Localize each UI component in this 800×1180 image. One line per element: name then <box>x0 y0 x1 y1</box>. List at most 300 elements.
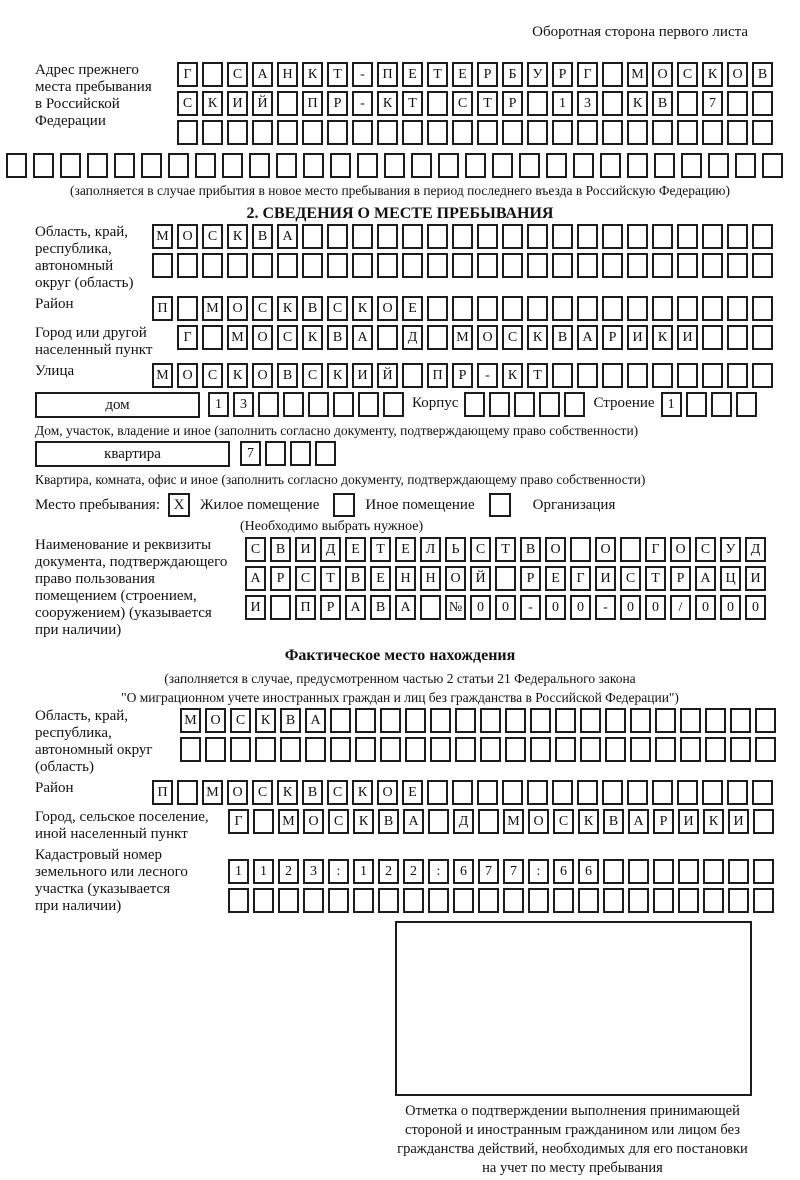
char-cell <box>552 780 573 805</box>
char-cell: А <box>695 566 716 591</box>
char-cell <box>753 859 774 884</box>
char-cell <box>577 120 598 145</box>
stamp-caption <box>345 1102 800 1178</box>
char-cell <box>702 780 723 805</box>
char-cell: Г <box>577 62 598 87</box>
char-cell <box>602 780 623 805</box>
char-cell <box>427 780 448 805</box>
char-cell <box>577 780 598 805</box>
char-cell: И <box>677 325 698 350</box>
char-cell <box>678 859 699 884</box>
char-cell <box>427 253 448 278</box>
label-line: Отметка о подтверждении выполнения принимающей <box>405 1103 740 1119</box>
korpus-row <box>464 392 585 417</box>
char-cell <box>677 296 698 321</box>
char-cell: А <box>352 325 373 350</box>
char-cell <box>627 363 648 388</box>
label-line: гражданства действий, необходимых для его постановки <box>397 1141 748 1157</box>
char-cell <box>253 809 274 834</box>
char-cell: Р <box>653 809 674 834</box>
char-cell <box>177 120 198 145</box>
char-cell: Е <box>345 537 366 562</box>
cadastre-row-2 <box>228 888 800 913</box>
char-cell: А <box>277 224 298 249</box>
char-cell <box>580 737 601 762</box>
char-cell: М <box>227 325 248 350</box>
document-row-3 <box>245 595 800 620</box>
char-cell <box>577 363 598 388</box>
char-cell <box>577 253 598 278</box>
char-cell: Е <box>402 296 423 321</box>
char-cell: Н <box>420 566 441 591</box>
char-cell: А <box>345 595 366 620</box>
char-cell <box>686 392 707 417</box>
char-cell <box>727 780 748 805</box>
char-cell: Е <box>395 537 416 562</box>
char-cell: К <box>302 62 323 87</box>
char-cell <box>755 737 776 762</box>
char-cell <box>477 253 498 278</box>
char-cell <box>652 120 673 145</box>
prev-address-row-3 <box>177 120 800 145</box>
char-cell <box>195 153 216 178</box>
char-cell <box>303 153 324 178</box>
char-cell: В <box>603 809 624 834</box>
char-cell: И <box>352 363 373 388</box>
char-cell <box>402 120 423 145</box>
char-cell <box>752 325 773 350</box>
char-cell: А <box>252 62 273 87</box>
char-cell <box>755 708 776 733</box>
char-cell <box>327 224 348 249</box>
char-cell: С <box>470 537 491 562</box>
prev-address-note: (заполняется в случае прибытия в новое место пребывания в период последнего въезда в Российскую Федерацию) <box>69 183 731 198</box>
char-cell <box>252 253 273 278</box>
char-cell <box>452 296 473 321</box>
label-line: места пребывания <box>35 79 152 95</box>
apartment-box-label: квартира <box>35 441 230 467</box>
char-cell: И <box>745 566 766 591</box>
char-cell <box>677 780 698 805</box>
char-cell <box>627 253 648 278</box>
label-line: округ (область) <box>35 275 134 291</box>
char-cell: А <box>577 325 598 350</box>
label-line: Кадастровый номер <box>35 847 162 863</box>
char-cell: Р <box>477 62 498 87</box>
char-cell: П <box>152 780 173 805</box>
char-cell: К <box>627 91 648 116</box>
char-cell <box>555 737 576 762</box>
char-cell <box>602 91 623 116</box>
char-cell: И <box>295 537 316 562</box>
char-cell <box>527 224 548 249</box>
checkbox-residential: X <box>168 493 190 517</box>
char-cell <box>528 888 549 913</box>
char-cell <box>477 780 498 805</box>
label-line: Адрес прежнего <box>35 62 139 78</box>
char-cell <box>519 153 540 178</box>
char-cell: К <box>327 363 348 388</box>
char-cell <box>377 253 398 278</box>
char-cell <box>728 888 749 913</box>
char-cell: С <box>302 363 323 388</box>
char-cell: К <box>527 325 548 350</box>
char-cell <box>333 392 354 417</box>
char-cell: К <box>255 708 276 733</box>
char-cell <box>353 888 374 913</box>
street-block <box>35 363 800 388</box>
char-cell <box>627 153 648 178</box>
actual-city-block <box>35 809 800 843</box>
char-cell: О <box>445 566 466 591</box>
char-cell: 2 <box>378 859 399 884</box>
char-cell <box>678 888 699 913</box>
cadastre-row-1 <box>228 859 800 884</box>
char-cell: Г <box>228 809 249 834</box>
char-cell: Л <box>420 537 441 562</box>
char-cell <box>355 708 376 733</box>
char-cell: О <box>727 62 748 87</box>
char-cell: И <box>627 325 648 350</box>
char-cell <box>480 708 501 733</box>
char-cell <box>552 224 573 249</box>
residential-option-label: Жилое помещение <box>200 496 320 513</box>
char-cell: К <box>652 325 673 350</box>
char-cell: М <box>180 708 201 733</box>
char-cell <box>355 737 376 762</box>
char-cell <box>202 62 223 87</box>
char-cell: М <box>202 780 223 805</box>
actual-region-label <box>35 708 180 776</box>
char-cell <box>553 888 574 913</box>
char-cell: Т <box>370 537 391 562</box>
char-cell: С <box>295 566 316 591</box>
char-cell <box>603 859 624 884</box>
apartment-block <box>35 441 800 467</box>
char-cell: - <box>520 595 541 620</box>
char-cell <box>315 441 336 466</box>
char-cell: К <box>277 296 298 321</box>
char-cell <box>489 392 510 417</box>
char-cell: В <box>327 325 348 350</box>
char-cell <box>477 224 498 249</box>
actual-city-label <box>35 809 228 843</box>
char-cell: Ц <box>720 566 741 591</box>
char-cell: А <box>628 809 649 834</box>
char-cell: В <box>652 91 673 116</box>
char-cell <box>655 708 676 733</box>
label-line: при наличии) <box>35 622 122 638</box>
char-cell <box>652 224 673 249</box>
char-cell: К <box>352 296 373 321</box>
apartment-number-row <box>240 441 336 466</box>
char-cell: 6 <box>453 859 474 884</box>
char-cell: И <box>678 809 699 834</box>
char-cell <box>402 253 423 278</box>
char-cell: 3 <box>233 392 254 417</box>
char-cell: У <box>720 537 741 562</box>
apartment-note: Квартира, комната, офис и иное (заполнить согласно документу, подтверждающему право собственности) <box>35 472 646 487</box>
char-cell: С <box>202 363 223 388</box>
label-line: помещением (строением, <box>35 588 197 604</box>
actual-region-row-1 <box>180 708 800 733</box>
char-cell: С <box>245 537 266 562</box>
char-cell <box>177 296 198 321</box>
section2-title: 2. СВЕДЕНИЯ О МЕСТЕ ПРЕБЫВАНИЯ <box>246 205 554 222</box>
char-cell: Р <box>320 595 341 620</box>
char-cell <box>357 153 378 178</box>
char-cell <box>453 888 474 913</box>
label-line: участка (указывается <box>35 881 171 897</box>
label-line: право пользования <box>35 571 155 587</box>
char-cell <box>308 392 329 417</box>
other-premises-option-label: Иное помещение <box>365 496 475 513</box>
char-cell: В <box>752 62 773 87</box>
char-cell: Р <box>327 91 348 116</box>
char-cell <box>430 708 451 733</box>
char-cell: О <box>227 780 248 805</box>
char-cell <box>87 153 108 178</box>
char-cell <box>302 224 323 249</box>
char-cell: П <box>295 595 316 620</box>
char-cell <box>227 120 248 145</box>
char-cell: В <box>252 224 273 249</box>
char-cell: 7 <box>478 859 499 884</box>
char-cell <box>290 441 311 466</box>
prev-address-row-2 <box>177 91 800 116</box>
char-cell <box>411 153 432 178</box>
char-cell: Р <box>452 363 473 388</box>
char-cell: М <box>503 809 524 834</box>
char-cell: А <box>395 595 416 620</box>
char-cell <box>627 780 648 805</box>
char-cell <box>602 253 623 278</box>
char-cell <box>430 737 451 762</box>
district-row <box>152 296 773 321</box>
char-cell <box>727 91 748 116</box>
char-cell <box>330 737 351 762</box>
stay-type-label: Место пребывания: <box>35 496 160 513</box>
label-line: Город или другой <box>35 325 147 341</box>
char-cell <box>527 91 548 116</box>
char-cell <box>514 392 535 417</box>
char-cell <box>752 224 773 249</box>
char-cell <box>502 296 523 321</box>
char-cell: 0 <box>545 595 566 620</box>
char-cell <box>427 91 448 116</box>
label-line: Город, сельское поселение, <box>35 809 209 825</box>
char-cell <box>464 392 485 417</box>
char-cell <box>330 153 351 178</box>
char-cell <box>377 224 398 249</box>
char-cell <box>402 224 423 249</box>
char-cell <box>570 537 591 562</box>
char-cell: 7 <box>702 91 723 116</box>
char-cell: С <box>327 296 348 321</box>
char-cell: Й <box>377 363 398 388</box>
char-cell <box>352 253 373 278</box>
char-cell: Б <box>502 62 523 87</box>
char-cell <box>573 153 594 178</box>
char-cell: К <box>277 780 298 805</box>
char-cell <box>452 780 473 805</box>
char-cell: № <box>445 595 466 620</box>
char-cell: М <box>152 363 173 388</box>
char-cell <box>502 224 523 249</box>
label-line: сооружением) (указывается <box>35 605 212 621</box>
cadastre-label <box>35 847 228 915</box>
char-cell: Д <box>402 325 423 350</box>
char-cell <box>352 224 373 249</box>
char-cell <box>600 153 621 178</box>
char-cell: П <box>377 62 398 87</box>
stamp-area <box>395 921 752 1096</box>
char-cell: В <box>552 325 573 350</box>
char-cell <box>652 253 673 278</box>
char-cell: С <box>452 91 473 116</box>
char-cell <box>705 737 726 762</box>
char-cell <box>736 392 757 417</box>
checkbox-other-premises <box>333 493 355 517</box>
char-cell: О <box>377 780 398 805</box>
label-line: Область, край, <box>35 708 129 724</box>
char-cell <box>377 325 398 350</box>
char-cell <box>427 120 448 145</box>
char-cell: О <box>670 537 691 562</box>
char-cell: П <box>302 91 323 116</box>
char-cell: Г <box>177 62 198 87</box>
actual-district-label: Район <box>35 780 74 796</box>
char-cell <box>505 708 526 733</box>
char-cell <box>530 737 551 762</box>
char-cell: Т <box>527 363 548 388</box>
char-cell <box>327 120 348 145</box>
char-cell: 2 <box>278 859 299 884</box>
char-cell: К <box>377 91 398 116</box>
char-cell <box>230 737 251 762</box>
char-cell <box>168 153 189 178</box>
city-block <box>35 325 800 359</box>
char-cell <box>358 392 379 417</box>
char-cell: А <box>305 708 326 733</box>
char-cell <box>730 737 751 762</box>
char-cell: 0 <box>495 595 516 620</box>
char-cell <box>505 737 526 762</box>
corner-note: Оборотная сторона первого листа <box>532 24 748 40</box>
char-cell: С <box>677 62 698 87</box>
actual-location-note-1: (заполняется в случае, предусмотренном частью 2 статьи 21 Федерального закона <box>164 671 636 686</box>
char-cell: Р <box>502 91 523 116</box>
actual-region-block <box>35 708 800 776</box>
char-cell: 7 <box>240 441 261 466</box>
street-row <box>152 363 773 388</box>
char-cell <box>277 253 298 278</box>
house-note: Дом, участок, владение и иное (заполнить согласно документу, подтверждающему право собственности) <box>35 423 639 438</box>
char-cell: О <box>205 708 226 733</box>
char-cell <box>438 153 459 178</box>
char-cell: 0 <box>620 595 641 620</box>
char-cell: Е <box>402 780 423 805</box>
actual-district-block <box>35 780 800 805</box>
char-cell <box>405 708 426 733</box>
char-cell: 1 <box>253 859 274 884</box>
label-line: республика, <box>35 241 112 257</box>
label-line: (область) <box>35 759 94 775</box>
house-box-label: дом <box>35 392 200 418</box>
char-cell: В <box>270 537 291 562</box>
char-cell <box>752 363 773 388</box>
char-cell: О <box>652 62 673 87</box>
label-line: республика, <box>35 725 112 741</box>
char-cell <box>428 888 449 913</box>
house-block <box>35 392 800 418</box>
char-cell <box>205 737 226 762</box>
char-cell <box>727 253 748 278</box>
char-cell <box>628 859 649 884</box>
prev-address-row-1 <box>177 62 800 87</box>
label-line: Наименование и реквизиты <box>35 537 212 553</box>
char-cell: С <box>695 537 716 562</box>
char-cell <box>383 392 404 417</box>
char-cell <box>249 153 270 178</box>
region-row-2 <box>152 253 800 278</box>
char-cell: К <box>702 62 723 87</box>
char-cell: К <box>302 325 323 350</box>
char-cell <box>480 737 501 762</box>
char-cell <box>33 153 54 178</box>
char-cell: С <box>177 91 198 116</box>
char-cell: М <box>202 296 223 321</box>
char-cell: В <box>378 809 399 834</box>
char-cell: - <box>595 595 616 620</box>
char-cell <box>283 392 304 417</box>
char-cell <box>653 888 674 913</box>
char-cell: / <box>670 595 691 620</box>
char-cell <box>702 224 723 249</box>
char-cell <box>677 253 698 278</box>
char-cell <box>752 296 773 321</box>
char-cell: Т <box>320 566 341 591</box>
char-cell: - <box>352 91 373 116</box>
char-cell <box>602 296 623 321</box>
char-cell: Й <box>252 91 273 116</box>
char-cell <box>114 153 135 178</box>
char-cell <box>222 153 243 178</box>
char-cell <box>327 253 348 278</box>
actual-region-row-2 <box>180 737 800 762</box>
label-line: населенный пункт <box>35 342 153 358</box>
char-cell: С <box>252 296 273 321</box>
char-cell <box>452 253 473 278</box>
char-cell: 2 <box>403 859 424 884</box>
char-cell: О <box>545 537 566 562</box>
char-cell <box>752 91 773 116</box>
char-cell <box>384 153 405 178</box>
char-cell: 3 <box>303 859 324 884</box>
char-cell: Е <box>545 566 566 591</box>
label-line: автономный <box>35 258 114 274</box>
char-cell <box>727 120 748 145</box>
char-cell <box>702 253 723 278</box>
char-cell: С <box>328 809 349 834</box>
char-cell <box>564 392 585 417</box>
char-cell <box>377 120 398 145</box>
char-cell <box>605 737 626 762</box>
char-cell <box>539 392 560 417</box>
char-cell: : <box>328 859 349 884</box>
stay-type-block <box>35 492 800 518</box>
label-line: иной населенный пункт <box>35 826 188 842</box>
